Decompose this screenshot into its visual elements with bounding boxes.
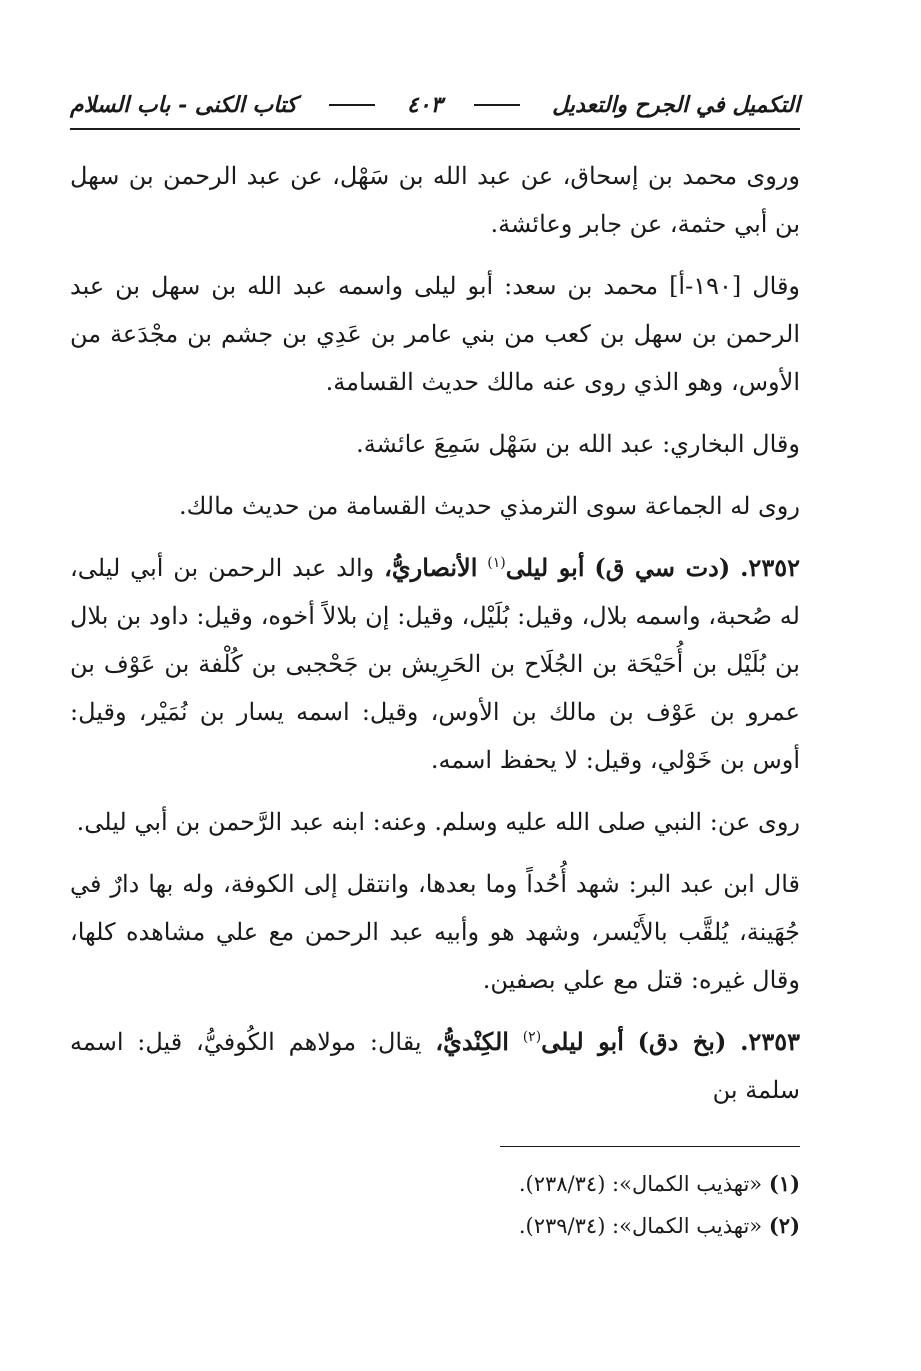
page-number: ٤٠٣ bbox=[406, 92, 443, 118]
footnote-text: «تهذيب الكمال»: (٢٣٨/٣٤). bbox=[518, 1172, 763, 1196]
footnote-text: «تهذيب الكمال»: (٢٣٩/٣٤). bbox=[518, 1214, 763, 1238]
book-title: التكميل في الجرح والتعديل bbox=[552, 92, 800, 118]
paragraph: روى له الجماعة سوى الترمذي حديث القسامة من حديث مالك. bbox=[178, 492, 800, 520]
footnote-divider bbox=[500, 1146, 800, 1147]
running-header bbox=[70, 88, 800, 130]
footnote-reference: (٢) bbox=[522, 1029, 542, 1045]
paragraph: روى عن: النبي صلى الله عليه وسلم. وعنه: ابنه عبد الرَّحمن بن أبي ليلى. bbox=[76, 808, 800, 836]
header-dash bbox=[474, 104, 520, 106]
entry-name: أبو ليلى bbox=[541, 1027, 624, 1056]
paragraph: قال ابن عبد البر: شهد أُحُداً وما بعدها، وانتقل إلى الكوفة، وله بها دارٌ في جُهَينة، يُلقَّب بالأَيْسر، وشهد هو وأبيه عبد الرحمن مع علي مشاهده كلها، وقال غيره: قتل مع علي بصفين. bbox=[70, 870, 801, 994]
footnote bbox=[70, 1163, 800, 1205]
body-text bbox=[70, 152, 800, 1114]
entry-nisba: الكِنْديُّ، bbox=[435, 1027, 509, 1056]
entry-nisba: الأنصاريُّ، bbox=[384, 553, 478, 582]
entry-number: ٢٣٥٢. bbox=[740, 553, 800, 582]
entry-sigla: (دت سي ق) bbox=[594, 553, 731, 582]
entry-name: أبو ليلى bbox=[505, 553, 585, 582]
entry-sigla: (بخ دق) bbox=[637, 1027, 727, 1056]
footnote-reference: (١) bbox=[487, 555, 506, 571]
header-dash bbox=[329, 104, 375, 106]
footnote-label: (١) bbox=[768, 1171, 800, 1196]
paragraph: وقال البخاري: عبد الله بن سَهْل سَمِعَ عائشة. bbox=[356, 430, 800, 458]
entry-number: ٢٣٥٣. bbox=[740, 1027, 800, 1056]
footnote-label: (٢) bbox=[768, 1213, 800, 1238]
footnote bbox=[70, 1205, 800, 1247]
entry-2353 bbox=[70, 1018, 800, 1114]
paragraph: وروى محمد بن إسحاق، عن عبد الله بن سَهْل، عن عبد الرحمن بن سهل بن أبي حثمة، عن جابر وعائشة. bbox=[70, 162, 800, 238]
entry-text: يقال: مولاهم الكُوفيُّ، قيل: اسمه سلمة بن bbox=[70, 1028, 800, 1104]
entry-2352 bbox=[70, 544, 800, 784]
page bbox=[70, 88, 800, 1247]
section-title: كتاب الكنى - باب السلام bbox=[70, 92, 298, 118]
entry-text: والد عبد الرحمن بن أبي ليلى، له صُحبة، واسمه بلال، وقيل: بُلَيْل، وقيل: إن بلالاً أخوه، وقيل: داود بن بلال بن بُلَيْل بن أُحَيْحَة بن الجُلَاح بن الحَرِيش بن جَحْجبى بن كُلْفة بن عَوْف بن عمرو بن عَوْف بن مالك بن الأوس، وقيل: اسمه يسار بن نُمَيْر، وقيل: أوس بن خَوْلي، وقيل: لا يحفظ اسمه. bbox=[70, 554, 800, 774]
paragraph: وقال [١٩٠-أ] محمد بن سعد: أبو ليلى واسمه عبد الله بن سهل بن عبد الرحمن بن سهل بن كعب من بني عامر بن عَدِي بن جشم بن مجْدَعة من الأوس، وهو الذي روى عنه مالك حديث القسامة. bbox=[70, 272, 801, 396]
